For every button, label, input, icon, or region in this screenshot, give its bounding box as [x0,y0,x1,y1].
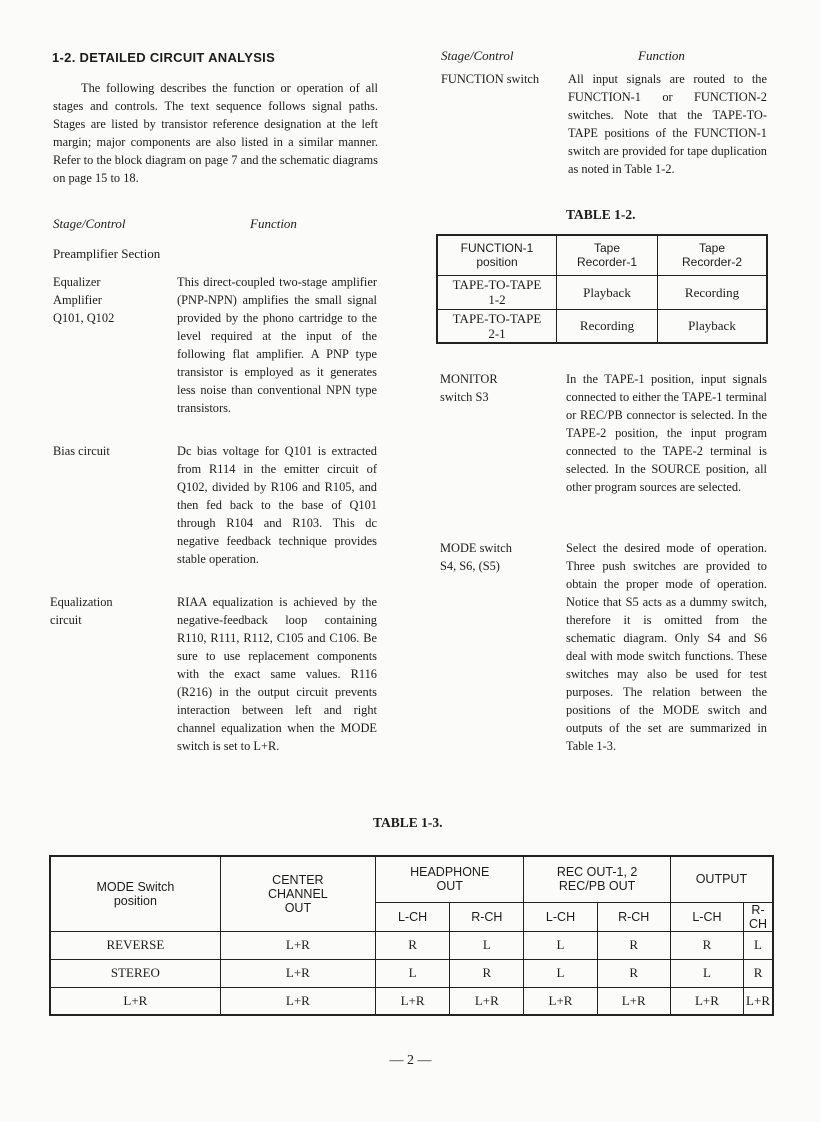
table-header-cell: HEADPHONE OUT [375,856,523,902]
mode-switch-text: Select the desired mode of operation. Three push switches are provided to obtain the proper mode of operation. Notice that S5 acts as a dummy switch, therefore it is omitted from the schematic diagram. Only S4 and S6 deal with mode switch functions. These switches may also be used for test purposes. The relation between the positions of the MODE switch and outputs of the set are summarized in Table 1-3. [566,541,767,753]
intro-paragraph: The following describes the function or operation of all stages and controls. The text sequence follows signal paths. Stages are listed by transistor reference designation at the left margin; major components are also listed in a similar manner. Refer to the block diagram on page 7 and the schematic diagrams on page 15 to 18. [53,81,378,185]
table-cell: Playback [658,309,768,343]
stage-control-header-right: Stage/Control [441,48,514,63]
table-cell: L+R [450,987,524,1015]
stage-label-line: Q101, Q102 [53,311,115,325]
table-cell: L+R [220,987,375,1015]
table-header-cell: R-CH [450,902,524,931]
equalization-circuit-text: RIAA equalization is achieved by the negative-feedback loop containing R110, R111, R112, C105 and C106. Be sure to use replacement components with the exact same values. R116 (R216) in the output circuit prevents interaction between left and right channel equalization when the MODE switch is set to L+R. [177,595,377,753]
table-cell: R [597,931,670,959]
table-1-2-caption: TABLE 1-2. [566,207,636,222]
table-cell: L+R [375,987,449,1015]
function-header-left: Function [250,216,297,231]
table-header-row [50,856,773,902]
table-cell: TAPE-TO-TAPE 1-2 [437,275,557,309]
stage-label-line: Bias circuit [53,444,110,458]
stage-label-line: Equalization [50,595,113,609]
table-header-cell: REC OUT-1, 2 REC/PB OUT [524,856,670,902]
table-cell: STEREO [50,959,220,987]
table-cell: REVERSE [50,931,220,959]
stage-equalization-circuit [50,593,113,629]
table-cell: L [744,931,773,959]
page-number: — 2 — [389,1053,432,1068]
bias-circuit-text: Dc bias voltage for Q101 is extracted from R114 in the emitter circuit of Q102, divided by R106 and R105, and then fed back to the base of Q101 through R104 and R103. This dc negative feedback technique provides stable operation. [177,444,377,566]
table-cell: R [450,959,524,987]
stage-mode-switch [440,539,512,575]
table-row [50,931,773,959]
table-header-cell: FUNCTION-1 position [437,235,557,275]
stage-bias-circuit [53,442,110,460]
stage-monitor-switch [440,370,498,406]
function-switch-text: All input signals are routed to the FUNCTION-1 or FUNCTION-2 switches. Note that the TAPE-TO-TAPE positions of the FUNCTION-1 switch are provided for tape duplication as noted in Table 1-2. [568,72,767,176]
preamp-section-heading: Preamplifier Section [53,246,161,261]
table-cell: L+R [744,987,773,1015]
equalizer-amplifier-text: This direct-coupled two-stage amplifier (PNP-NPN) amplifies the small signal provided by the phono cartridge to the level required at the input of the following flat amplifier. A PNP type transistor is employed as it generates less noise than conventional NPN type transistors. [177,275,377,415]
table-cell: L [670,959,743,987]
table-cell: L [524,931,597,959]
stage-label-line: S4, S6, (S5) [440,559,500,573]
table-row [50,959,773,987]
table-row [437,275,767,309]
table-cell: Playback [557,275,658,309]
table-header-cell: L-CH [524,902,597,931]
stage-label-line: Equalizer [53,275,101,289]
table-1-3 [49,855,774,1016]
table-cell: L+R [524,987,597,1015]
stage-equalizer-amplifier [53,273,114,327]
table-cell: Recording [557,309,658,343]
table-cell: L+R [220,931,375,959]
table-header-cell: MODE Switch position [50,856,220,931]
table-cell: L+R [670,987,743,1015]
table-cell: R [744,959,773,987]
table-header-cell: Tape Recorder-1 [557,235,658,275]
table-header-cell: R-CH [744,902,773,931]
stage-function-switch [441,70,539,88]
stage-control-header-left: Stage/Control [53,216,126,231]
table-cell: L [375,959,449,987]
table-header-cell: L-CH [670,902,743,931]
table-cell: R [670,931,743,959]
table-cell: L [450,931,524,959]
table-header-row [437,235,767,275]
stage-label-line: Amplifier [53,293,102,307]
table-cell: R [597,959,670,987]
table-header-cell: R-CH [597,902,670,931]
table-cell: L+R [50,987,220,1015]
table-cell: TAPE-TO-TAPE 2-1 [437,309,557,343]
stage-label-line: MONITOR [440,372,498,386]
table-cell: L+R [220,959,375,987]
monitor-switch-text: In the TAPE-1 position, input signals connected to either the TAPE-1 terminal or REC/PB connector is selected. In the TAPE-2 position, the input program connected to the TAPE-2 terminal is selected. In the SOURCE position, all other program sources are selected. [566,372,767,494]
table-cell: R [375,931,449,959]
stage-label-line: switch S3 [440,390,489,404]
table-cell: L [524,959,597,987]
table-1-3-caption: TABLE 1-3. [373,815,443,830]
table-cell: Recording [658,275,768,309]
stage-label-line: MODE switch [440,541,512,555]
function-header-right: Function [638,48,685,63]
table-header-cell: OUTPUT [670,856,773,902]
table-row [437,309,767,343]
stage-label-line: circuit [50,613,82,627]
table-cell: L+R [597,987,670,1015]
table-header-cell: L-CH [375,902,449,931]
table-row [50,987,773,1015]
stage-label-line: FUNCTION switch [441,72,540,86]
table-header-cell: Tape Recorder-2 [658,235,768,275]
table-header-cell: CENTER CHANNEL OUT [220,856,375,931]
table-1-2 [436,234,768,344]
section-title: 1-2. DETAILED CIRCUIT ANALYSIS [52,50,276,65]
